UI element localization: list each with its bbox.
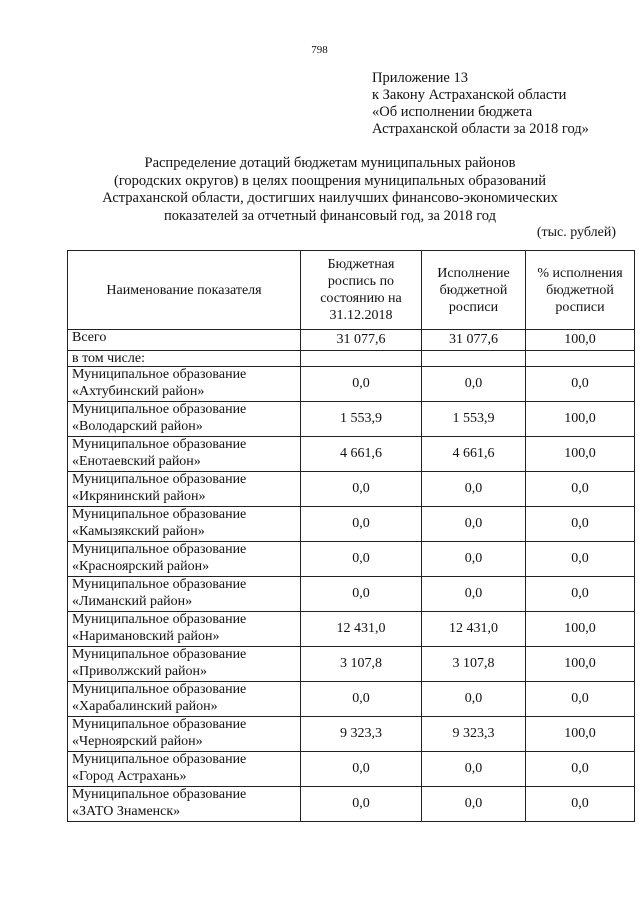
municipality-name-line: «Володарский район» (72, 418, 203, 434)
municipality-name-cell (68, 752, 301, 787)
municipality-name-line: Муниципальное образование (72, 472, 247, 487)
municipality-name-line: Муниципальное образование (72, 577, 247, 592)
title-line: Распределение дотаций бюджетам муниципальных районов (144, 155, 516, 171)
table-header-row (68, 251, 635, 330)
municipality-name-cell (68, 542, 301, 577)
municipality-name-line: «Харабалинский район» (72, 698, 218, 714)
municipality-name-line: «Камызякский район» (72, 523, 205, 539)
execution-value-cell: 4 661,6 (422, 437, 526, 472)
municipality-name-line: «ЗАТО Знаменск» (72, 803, 181, 819)
table-row (68, 717, 635, 752)
municipality-name-line: «Лиманский район» (72, 593, 193, 609)
percent-value-cell: 0,0 (526, 367, 635, 402)
budget-table (67, 250, 635, 822)
total-label: Всего (68, 330, 301, 351)
table-row (68, 507, 635, 542)
municipality-name-line: Муниципальное образование (72, 647, 247, 662)
municipality-name-cell (68, 612, 301, 647)
empty-cell (422, 351, 526, 367)
municipality-name-cell (68, 577, 301, 612)
execution-value-cell: 12 431,0 (422, 612, 526, 647)
municipality-name-line: «Наримановский район» (72, 628, 220, 644)
execution-value-cell: 0,0 (422, 367, 526, 402)
header-text: 31.12.2018 (329, 308, 393, 323)
municipality-name-cell (68, 647, 301, 682)
municipality-name-line: «Енотаевский район» (72, 453, 201, 469)
municipality-name-line: «Город Астрахань» (72, 768, 187, 784)
municipality-name-cell (68, 367, 301, 402)
total-percent-value: 100,0 (526, 330, 635, 351)
column-header-execution (422, 251, 526, 330)
header-text: состоянию на (320, 291, 402, 306)
percent-value-cell: 100,0 (526, 437, 635, 472)
including-row (68, 351, 635, 367)
header-text: бюджетной (546, 282, 614, 298)
header-text: роспись по (327, 274, 395, 289)
header-text: Исполнение (437, 265, 510, 281)
municipality-name-line: Муниципальное образование (72, 542, 247, 557)
plan-value-cell: 9 323,3 (301, 717, 422, 752)
title-line: показателей за отчетный финансовый год, за 2018 год (163, 207, 497, 224)
empty-cell (301, 351, 422, 367)
plan-value-cell: 0,0 (301, 682, 422, 717)
plan-value-cell: 0,0 (301, 542, 422, 577)
municipality-name-line: Муниципальное образование (72, 612, 247, 627)
percent-value-cell: 0,0 (526, 472, 635, 507)
plan-value-cell: 0,0 (301, 472, 422, 507)
header-text: Бюджетная (327, 257, 395, 272)
column-header-percent (526, 251, 635, 330)
appendix-heading (372, 70, 589, 138)
including-label: в том числе: (68, 351, 301, 367)
municipality-name-line: Муниципальное образование (72, 682, 247, 697)
table-row (68, 402, 635, 437)
plan-value-cell: 0,0 (301, 367, 422, 402)
total-row (68, 330, 635, 351)
municipality-name-cell (68, 472, 301, 507)
header-text: бюджетной (439, 282, 508, 298)
header-text: росписи (555, 299, 605, 315)
total-execution-value: 31 077,6 (422, 330, 526, 351)
municipality-name-line: «Ахтубинский район» (72, 383, 205, 399)
execution-value-cell: 3 107,8 (422, 647, 526, 682)
plan-value-cell: 0,0 (301, 752, 422, 787)
table-row (68, 472, 635, 507)
percent-value-cell: 0,0 (526, 507, 635, 542)
percent-value-cell: 0,0 (526, 577, 635, 612)
execution-value-cell: 0,0 (422, 472, 526, 507)
execution-value-cell: 0,0 (422, 787, 526, 822)
municipality-name-cell (68, 437, 301, 472)
table-row (68, 367, 635, 402)
municipality-name-line: «Икрянинский район» (72, 488, 206, 504)
table-row (68, 787, 635, 822)
municipality-name-cell (68, 402, 301, 437)
percent-value-cell: 100,0 (526, 717, 635, 752)
appendix-line: «Об исполнении бюджета (372, 104, 533, 120)
municipality-name-line: Муниципальное образование (72, 367, 247, 382)
plan-value-cell: 0,0 (301, 787, 422, 822)
table-row (68, 437, 635, 472)
plan-value-cell: 0,0 (301, 577, 422, 612)
municipality-name-line: Муниципальное образование (72, 507, 247, 522)
municipality-name-line: Муниципальное образование (72, 787, 247, 802)
title-line: (городских округов) в целях поощрения муниципальных образований (114, 172, 546, 189)
empty-cell (526, 351, 635, 367)
municipality-name-line: «Красноярский район» (72, 558, 210, 574)
municipality-name-cell (68, 717, 301, 752)
percent-value-cell: 0,0 (526, 752, 635, 787)
execution-value-cell: 0,0 (422, 752, 526, 787)
municipality-name-cell (68, 787, 301, 822)
execution-value-cell: 1 553,9 (422, 402, 526, 437)
execution-value-cell: 0,0 (422, 577, 526, 612)
municipality-name-line: «Приволжский район» (72, 663, 208, 679)
header-text: росписи (448, 299, 499, 315)
table-row (68, 752, 635, 787)
column-header-plan (301, 251, 422, 330)
execution-value-cell: 0,0 (422, 682, 526, 717)
units-label: (тыс. рублей) (536, 225, 616, 240)
percent-value-cell: 0,0 (526, 542, 635, 577)
execution-value-cell: 0,0 (422, 542, 526, 577)
appendix-line: к Закону Астраханской области (372, 87, 567, 103)
percent-value-cell: 100,0 (526, 612, 635, 647)
municipality-name-line: Муниципальное образование (72, 437, 247, 452)
plan-value-cell: 1 553,9 (301, 402, 422, 437)
title-line: Астраханской области, достигших наилучших финансово-экономических (102, 190, 558, 206)
total-plan-value: 31 077,6 (301, 330, 422, 351)
plan-value-cell: 4 661,6 (301, 437, 422, 472)
table-row (68, 577, 635, 612)
percent-value-cell: 100,0 (526, 647, 635, 682)
execution-value-cell: 9 323,3 (422, 717, 526, 752)
table-row (68, 542, 635, 577)
appendix-line: Астраханской области за 2018 год» (372, 121, 589, 137)
table-row (68, 612, 635, 647)
header-text: % исполнения (537, 265, 623, 281)
column-header-name (68, 251, 301, 330)
percent-value-cell: 0,0 (526, 787, 635, 822)
municipality-name-line: Муниципальное образование (72, 752, 247, 767)
plan-value-cell: 12 431,0 (301, 612, 422, 647)
municipality-name-line: «Черноярский район» (72, 733, 203, 749)
municipality-name-cell (68, 682, 301, 717)
appendix-line: Приложение 13 (372, 70, 468, 86)
execution-value-cell: 0,0 (422, 507, 526, 542)
document-title (70, 155, 590, 225)
percent-value-cell: 100,0 (526, 402, 635, 437)
table-row (68, 682, 635, 717)
municipality-name-cell (68, 507, 301, 542)
plan-value-cell: 3 107,8 (301, 647, 422, 682)
municipality-name-line: Муниципальное образование (72, 402, 247, 417)
header-text: Наименование показателя (106, 282, 262, 298)
percent-value-cell: 0,0 (526, 682, 635, 717)
page-number: 798 (311, 44, 328, 56)
table-row (68, 647, 635, 682)
municipality-name-line: Муниципальное образование (72, 717, 247, 732)
plan-value-cell: 0,0 (301, 507, 422, 542)
